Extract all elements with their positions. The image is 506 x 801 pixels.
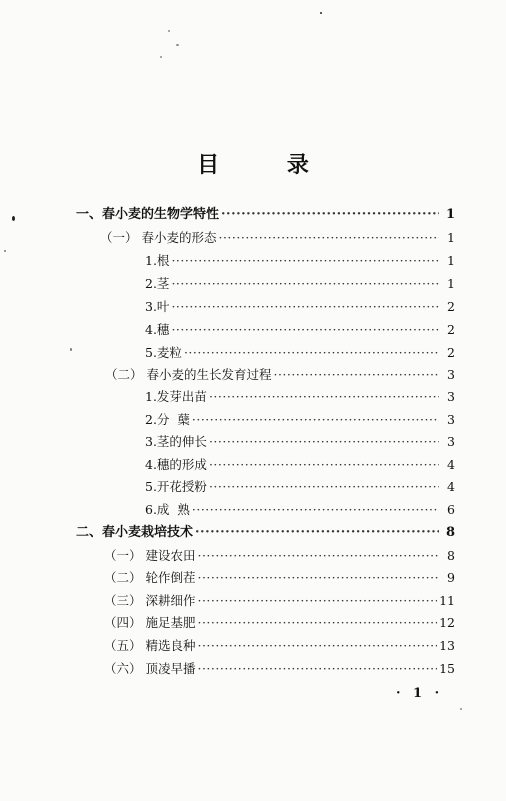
scan-speck xyxy=(176,44,179,46)
dot-leader xyxy=(209,454,439,476)
toc-entry xyxy=(145,499,455,521)
toc-entry-page: 9 xyxy=(447,570,455,585)
toc-entry-page: 3 xyxy=(447,434,455,449)
toc-entry xyxy=(76,522,455,544)
dot-leader xyxy=(209,386,439,408)
scan-speck xyxy=(460,708,462,710)
dot-leader xyxy=(197,612,437,634)
dot-leader xyxy=(218,227,439,249)
toc-entry-page: 1 xyxy=(447,253,455,268)
toc-entry-page: 12 xyxy=(439,615,455,630)
toc-entry-label: 3.叶 xyxy=(145,299,170,314)
dot-leader xyxy=(171,296,439,318)
toc-entry-page: 15 xyxy=(439,661,455,676)
toc-entry-label: 2.茎 xyxy=(145,276,170,291)
toc-entry-label: （二） 轮作倒茬 xyxy=(104,570,196,585)
dot-leader xyxy=(209,431,439,453)
toc-entry-page: 3 xyxy=(447,412,455,427)
dot-leader xyxy=(192,409,439,431)
toc-entry-label: （五） 精选良种 xyxy=(104,638,196,653)
toc-entry xyxy=(145,386,455,408)
toc-entry-label: 4.穗 xyxy=(145,322,170,337)
toc-entry-label: （三） 深耕细作 xyxy=(104,593,196,608)
toc-entry xyxy=(104,635,455,657)
toc-entry-label: （六） 顶凌早播 xyxy=(104,661,196,676)
toc-entry-label: 2.分 蘖 xyxy=(145,412,190,427)
toc-entry xyxy=(145,319,455,341)
toc-entry-label: （四） 施足基肥 xyxy=(104,615,196,630)
toc-entry xyxy=(145,250,455,272)
toc-entry-label: 1.发芽出苗 xyxy=(145,389,207,404)
dot-leader xyxy=(171,319,439,341)
toc-entry-label: 5.麦粒 xyxy=(145,345,182,360)
scan-speck xyxy=(4,250,6,252)
toc-entry-label: 1.根 xyxy=(145,253,170,268)
toc-entry xyxy=(145,342,455,364)
toc-entry-label: 二、春小麦栽培技术 xyxy=(76,525,194,540)
scan-speck xyxy=(160,56,162,58)
toc-entry-label: 6.成 熟 xyxy=(145,502,190,517)
dot-leader xyxy=(184,342,439,364)
dot-leader xyxy=(195,522,439,544)
toc-entry xyxy=(145,296,455,318)
toc-entry xyxy=(104,612,455,634)
toc-entry-page: 13 xyxy=(439,638,455,653)
toc-entry xyxy=(145,454,455,476)
page-number: · 1 · xyxy=(396,686,444,701)
scan-speck xyxy=(168,30,170,32)
toc-entry-page: 3 xyxy=(447,367,455,382)
toc-entry-page: 6 xyxy=(447,502,455,517)
toc-entry-label: （一） 建设农田 xyxy=(104,548,196,563)
toc-entry-page: 2 xyxy=(447,299,455,314)
dot-leader xyxy=(209,476,439,498)
toc-entry xyxy=(104,545,455,567)
toc-entry xyxy=(104,590,455,612)
toc-entry xyxy=(105,364,455,386)
dot-leader xyxy=(171,273,439,295)
dot-leader xyxy=(197,567,439,589)
toc-entry-label: （二） 春小麦的生长发育过程 xyxy=(105,367,272,382)
toc-entry xyxy=(100,227,455,249)
dot-leader xyxy=(197,545,439,567)
scan-speck xyxy=(12,216,15,221)
toc-entry-page: 4 xyxy=(447,457,455,472)
toc-entry xyxy=(145,476,455,498)
toc-entry-page: 1 xyxy=(445,207,455,222)
toc-entry-label: 一、春小麦的生物学特性 xyxy=(76,207,220,222)
toc-entry-page: 2 xyxy=(447,322,455,337)
dot-leader xyxy=(197,658,437,680)
dot-leader xyxy=(171,250,439,272)
toc-entry-label: 5.开花授粉 xyxy=(145,479,207,494)
toc-entry xyxy=(76,204,455,226)
toc-entry-page: 8 xyxy=(447,548,455,563)
dot-leader xyxy=(197,590,437,612)
toc-entry-page: 3 xyxy=(447,389,455,404)
toc-entry xyxy=(145,273,455,295)
scan-speck xyxy=(320,12,322,14)
toc-entry-page: 4 xyxy=(447,479,455,494)
toc-entry-page: 8 xyxy=(445,525,455,540)
dot-leader xyxy=(273,364,439,386)
toc-entry-label: （一） 春小麦的形态 xyxy=(100,230,217,245)
toc-entry xyxy=(145,409,455,431)
toc-entry xyxy=(104,567,455,589)
toc-entry-label: 3.茎的伸长 xyxy=(145,434,207,449)
page-title: 目 录 xyxy=(197,152,339,178)
toc-entry-page: 2 xyxy=(447,345,455,360)
toc-entry-page: 11 xyxy=(439,593,455,608)
dot-leader xyxy=(197,635,437,657)
toc-entry-page: 1 xyxy=(447,230,455,245)
scan-speck xyxy=(70,348,72,351)
toc-entry-label: 4.穗的形成 xyxy=(145,457,207,472)
toc-entry-page: 1 xyxy=(447,276,455,291)
toc-entry xyxy=(145,431,455,453)
toc-entry xyxy=(104,658,455,680)
dot-leader xyxy=(192,499,439,521)
dot-leader xyxy=(221,204,439,226)
